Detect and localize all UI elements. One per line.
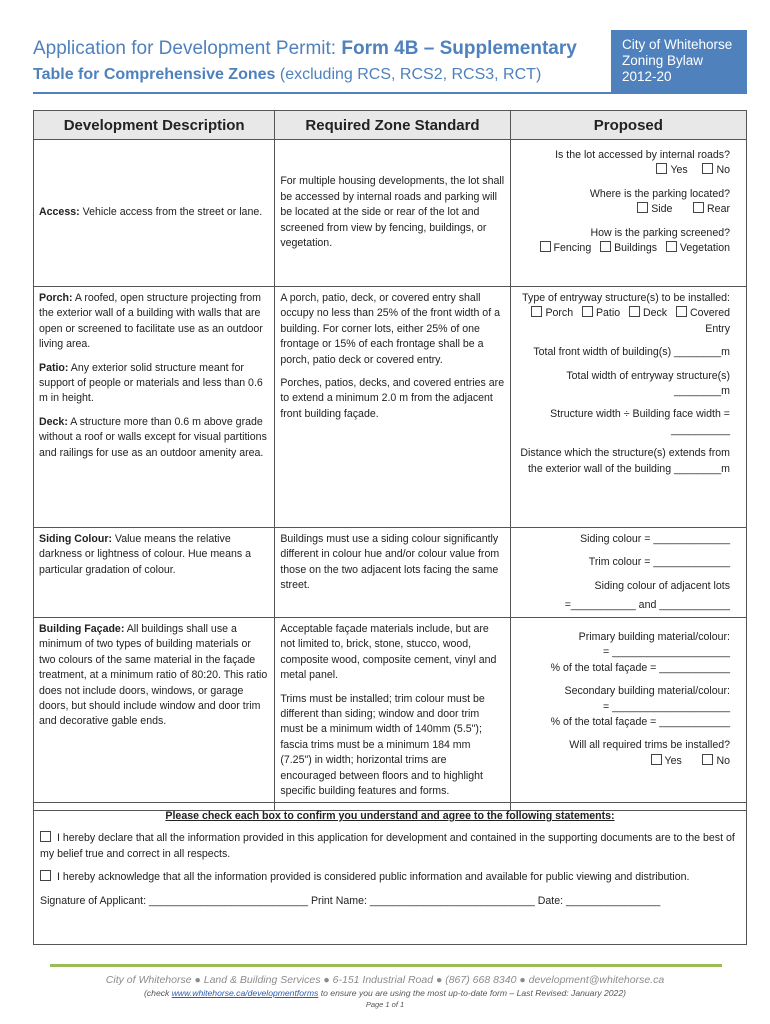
entry-patio-checkbox[interactable] bbox=[582, 306, 593, 317]
declaration-statement-1-text: I hereby declare that all the information provided in this application for development and contained in the supporting documents are to the best of my belief true and correct in all respects. bbox=[40, 832, 735, 860]
facade-standard-text-1: Acceptable façade materials include, but are not limited to, brick, stone, stucco, wood, composite wood, composite cement, vinyl and metal panel. bbox=[280, 623, 497, 682]
siding-definition: Value means the relative darkness or lightness of colour. Hue means a particular gradation of colour. bbox=[39, 533, 251, 576]
access-description bbox=[34, 140, 275, 286]
secondary-material-field[interactable]: = ____________________ bbox=[603, 700, 730, 713]
access-term: Access: bbox=[39, 206, 80, 219]
column-header-standard: Required Zone Standard bbox=[275, 111, 510, 139]
internal-roads-no-checkbox[interactable] bbox=[702, 163, 713, 174]
secondary-percent-field[interactable]: % of the total façade = ____________ bbox=[550, 716, 730, 729]
footer-contact: City of Whitehorse ● Land & Building Services ● 6-151 Industrial Road ● (867) 668 8340 ● development@whitehorse.ca bbox=[105, 974, 665, 986]
form-subtitle bbox=[33, 66, 541, 84]
screen-fencing-label: Fencing bbox=[553, 242, 592, 255]
footer-rule bbox=[50, 964, 722, 967]
siding-description bbox=[34, 528, 275, 617]
primary-percent-field[interactable]: % of the total façade = ____________ bbox=[550, 661, 730, 674]
adjacent-siding-label: Siding colour of adjacent lots bbox=[594, 579, 730, 592]
parking-side-label: Side bbox=[651, 203, 673, 216]
subtitle-rest: (excluding RCS, RCS2, RCS3, RCT) bbox=[275, 66, 542, 83]
width-ratio-field[interactable]: Structure width ÷ Building face width = __________ bbox=[550, 408, 730, 436]
internal-roads-yes-checkbox[interactable] bbox=[656, 163, 667, 174]
facade-standard bbox=[275, 618, 510, 810]
screen-buildings-checkbox[interactable] bbox=[600, 241, 611, 252]
table-row-access bbox=[34, 140, 746, 287]
deck-definition-block bbox=[39, 415, 269, 461]
siding-standard bbox=[275, 528, 510, 617]
bylaw-line3: 2012-20 bbox=[622, 69, 672, 84]
form-title bbox=[33, 38, 577, 60]
signature-line[interactable]: Signature of Applicant: ___________________________ Print Name: ____________________________ Date: ________________ bbox=[40, 894, 661, 907]
form-number: Form 4B bbox=[341, 38, 419, 59]
title-dash: – bbox=[418, 38, 440, 59]
extension-distance-field[interactable]: Distance which the structure(s) extends from the exterior wall of the building ________m bbox=[520, 447, 730, 475]
subtitle-bold: Table for Comprehensive Zones bbox=[33, 66, 276, 83]
trims-question: Will all required trims be installed? bbox=[569, 739, 730, 752]
declare-true-checkbox[interactable] bbox=[40, 831, 51, 842]
facade-term: Building Façade: bbox=[39, 623, 125, 635]
trims-yes-checkbox[interactable] bbox=[651, 754, 662, 765]
porch-definition-block bbox=[39, 291, 269, 353]
patio-definition-block bbox=[39, 361, 269, 407]
siding-term: Siding Colour: bbox=[39, 533, 112, 545]
screen-buildings-label: Buildings bbox=[614, 242, 658, 255]
trims-yes-label: Yes bbox=[664, 754, 682, 767]
entryway-type-question: Type of entryway structure(s) to be installed: bbox=[522, 292, 730, 304]
front-width-field[interactable]: Total front width of building(s) ________m bbox=[533, 346, 730, 359]
declaration-heading: Please check each box to confirm you understand and agree to the following statements: bbox=[165, 810, 615, 822]
table-row-siding bbox=[34, 528, 746, 618]
screen-fencing-checkbox[interactable] bbox=[540, 241, 551, 252]
porch-standard-text-2: Porches, patios, decks, and covered entries are to extend a minimum 2.0 m from the adjacent front building façade. bbox=[280, 377, 505, 420]
siding-standard-text: Buildings must use a siding colour significantly different in colour hue and/or colour value from those on the two adjacent lots facing the same street. bbox=[280, 533, 500, 592]
internal-roads-no-label: No bbox=[716, 164, 730, 177]
column-header-description: Development Description bbox=[34, 111, 275, 139]
siding-colour-field[interactable]: Siding colour = _____________ bbox=[580, 533, 730, 545]
internal-roads-yes-label: Yes bbox=[670, 164, 688, 177]
screen-vegetation-checkbox[interactable] bbox=[666, 241, 677, 252]
trim-colour-field[interactable]: Trim colour = _____________ bbox=[588, 556, 730, 569]
entry-deck-label: Deck bbox=[642, 307, 668, 320]
deck-definition: A structure more than 0.6 m above grade without a roof or walls except for visual partitions and railings for use as an outdoor amenity area. bbox=[39, 415, 267, 459]
declaration-statement-2 bbox=[40, 870, 740, 885]
form-header bbox=[33, 30, 747, 100]
entryway-width-field[interactable]: Total width of entryway structure(s) ________m bbox=[566, 369, 730, 398]
header-rule bbox=[33, 92, 747, 94]
primary-material-label: Primary building material/colour: bbox=[578, 631, 730, 643]
declaration-box bbox=[33, 802, 747, 945]
entry-porch-checkbox[interactable] bbox=[531, 306, 542, 317]
access-standard bbox=[275, 140, 510, 286]
facade-standard-text-2: Trims must be installed; trim colour must be different than siding; window and door trim must be a minimum width of 140mm (5.5"); fascia trims must be a minimum 184 mm (7.25") in width; horizontal trims are encouraged between floors and to highlight specific building features and forms. bbox=[280, 692, 485, 798]
screen-vegetation-label: Vegetation bbox=[679, 242, 730, 255]
access-q-parking-location: Where is the parking located? bbox=[589, 187, 730, 200]
access-q-parking-screening: How is the parking screened? bbox=[590, 226, 730, 239]
entry-patio-label: Patio bbox=[595, 307, 621, 320]
entry-deck-checkbox[interactable] bbox=[629, 306, 640, 317]
parking-rear-label: Rear bbox=[707, 203, 730, 216]
patio-definition: Any exterior solid structure meant for support of people or materials and less than 0.6 m in height. bbox=[39, 361, 263, 405]
trims-no-checkbox[interactable] bbox=[702, 754, 713, 765]
access-q-internal-roads: Is the lot accessed by internal roads? bbox=[555, 149, 730, 161]
entry-covered-label: Covered Entry bbox=[689, 307, 730, 335]
patio-term: Patio: bbox=[39, 361, 69, 374]
title-part1: Application for Development Permit: bbox=[33, 38, 342, 59]
access-standard-text: For multiple housing developments, the lot shall be accessed by internal roads and parking will be located at the side or rear of the lot and screened from view by fencing, buildings, or vegetation. bbox=[280, 175, 505, 250]
declaration-statement-2-text: I hereby acknowledge that all the information provided is considered public information and available for public viewing and distribution. bbox=[56, 871, 690, 884]
parking-rear-checkbox[interactable] bbox=[693, 202, 704, 213]
deck-term: Deck: bbox=[39, 415, 68, 428]
page-number: Page 1 of 1 bbox=[365, 1000, 405, 1009]
facade-description bbox=[34, 618, 275, 810]
declaration-statement-1 bbox=[40, 831, 740, 862]
form-title-block bbox=[33, 30, 607, 92]
acknowledge-public-checkbox[interactable] bbox=[40, 870, 51, 881]
table-header-row bbox=[34, 111, 746, 140]
porch-definition: A roofed, open structure projecting from the exterior wall of a building with walls that are open or screened to facilitate use as an outdoor living area. bbox=[39, 292, 263, 351]
porch-term: Porch: bbox=[39, 292, 73, 304]
entry-covered-checkbox[interactable] bbox=[676, 306, 687, 317]
access-definition: Vehicle access from the street or lane. bbox=[79, 206, 263, 219]
porch-standard-text-1: A porch, patio, deck, or covered entry shall occupy no less than 25% of the front width of a building. For corner lots, either 25% of one frontage or 15% of each frontage shall be a porch, patio deck or covered entry. bbox=[280, 292, 500, 366]
adjacent-siding-field[interactable]: =___________ and ____________ bbox=[564, 599, 730, 612]
facade-proposed bbox=[511, 618, 746, 810]
bylaw-line1: City of Whitehorse bbox=[622, 37, 733, 52]
footer-revision-post: to ensure you are using the most up-to-date form – Last Revised: January 2022) bbox=[318, 988, 626, 998]
parking-side-checkbox[interactable] bbox=[637, 202, 648, 213]
footer-revision-pre: (check bbox=[144, 988, 172, 998]
table-row-facade bbox=[34, 618, 746, 810]
access-proposed bbox=[511, 140, 746, 286]
bylaw-badge bbox=[611, 30, 747, 92]
footer-revision bbox=[0, 987, 770, 999]
forms-link[interactable]: www.whitehorse.ca/developmentforms bbox=[171, 988, 319, 998]
column-header-proposed: Proposed bbox=[593, 116, 663, 134]
zone-standards-table bbox=[33, 110, 747, 811]
porch-standard bbox=[275, 287, 510, 527]
porch-proposed bbox=[511, 287, 746, 527]
facade-definition: All buildings shall use a minimum of two types of building materials or two colours of the same material in the façade treatment, at a minimum ratio of 80:20. This ratio does not include doors, windows, or garage doors, but should include window and door trim and decorative gable ends. bbox=[39, 623, 268, 728]
trims-no-label: No bbox=[716, 754, 730, 767]
page-footer bbox=[0, 973, 770, 1011]
primary-material-field[interactable]: = ____________________ bbox=[603, 646, 730, 659]
bylaw-line2: Zoning Bylaw bbox=[622, 53, 704, 68]
porch-description bbox=[34, 287, 275, 527]
title-supplementary: Supplementary bbox=[439, 38, 577, 59]
table-row-porch bbox=[34, 287, 746, 528]
siding-proposed bbox=[511, 528, 746, 617]
entry-porch-label: Porch bbox=[545, 307, 574, 320]
secondary-material-label: Secondary building material/colour: bbox=[564, 685, 730, 698]
